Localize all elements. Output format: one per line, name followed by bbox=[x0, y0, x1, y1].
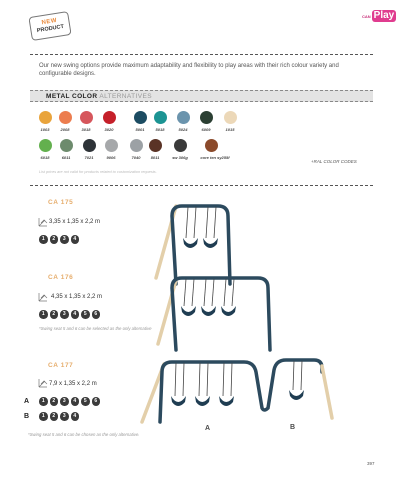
seat-number: 4 bbox=[71, 412, 80, 421]
color-swatch bbox=[154, 111, 167, 124]
color-swatch bbox=[224, 111, 237, 124]
seat-number: 2 bbox=[50, 412, 59, 421]
color-swatch-code: 6018 bbox=[40, 155, 50, 160]
seat-options-ca177-b bbox=[39, 412, 79, 421]
color-swatch-code: 5018 bbox=[155, 127, 165, 132]
seat-number: 4 bbox=[71, 397, 80, 406]
stamp-new-label: NEW bbox=[41, 17, 58, 27]
row-letter-b: B bbox=[24, 413, 30, 420]
color-swatch bbox=[39, 139, 52, 152]
color-swatch-code: 5001 bbox=[135, 127, 145, 132]
page-number: 397 bbox=[367, 461, 375, 466]
seat-number: 3 bbox=[60, 235, 69, 244]
intro-text: Our new swing options provide maximum adaptability and flexibility to play areas with their rich colour variety and configurable designs. bbox=[39, 63, 339, 77]
product-code-ca176: CA 176 bbox=[48, 274, 74, 281]
seat-number: 1 bbox=[39, 397, 48, 406]
seat-number: 6 bbox=[92, 397, 101, 406]
seat-options-ca177-a bbox=[39, 397, 100, 406]
seat-options-ca176 bbox=[39, 310, 100, 319]
color-swatch bbox=[205, 139, 218, 152]
seat-number: 4 bbox=[71, 235, 80, 244]
top-divider bbox=[30, 54, 373, 55]
color-swatch-code: core ten sy255f bbox=[200, 155, 230, 160]
color-swatch-code: 1003 bbox=[40, 127, 50, 132]
metal-color-title bbox=[46, 93, 152, 100]
color-swatch-code: 2008 bbox=[60, 127, 70, 132]
product-dimensions-ca177: 7,9 x 1,35 x 2,2 m bbox=[49, 381, 97, 387]
swing-illustration-ca177 bbox=[138, 352, 338, 427]
color-swatch bbox=[149, 139, 162, 152]
color-swatch-code: 9006 bbox=[106, 155, 116, 160]
seat-number: 2 bbox=[50, 235, 59, 244]
color-swatch bbox=[134, 111, 147, 124]
color-swatch-code: sw 306g bbox=[172, 155, 188, 160]
product-dimensions-ca175: 3,35 x 1,35 x 2,2 m bbox=[49, 219, 101, 225]
color-swatch bbox=[103, 111, 116, 124]
color-swatch-code: 5024 bbox=[178, 127, 188, 132]
seat-number: 5 bbox=[81, 310, 90, 319]
color-swatch bbox=[59, 111, 72, 124]
seat-number: 2 bbox=[50, 310, 59, 319]
brand-logo bbox=[362, 10, 396, 22]
price-disclaimer: List prices are not valid for products related to customization requests. bbox=[39, 170, 157, 174]
brand-play-text: Play bbox=[373, 10, 395, 21]
seat-options-ca175 bbox=[39, 235, 79, 244]
metal-color-title-light: ALTERNATIVES bbox=[99, 93, 152, 100]
row-letter-a: A bbox=[24, 398, 30, 405]
color-swatch-code: 7021 bbox=[84, 155, 94, 160]
product-code-ca175: CA 175 bbox=[48, 199, 74, 206]
dimensions-icon bbox=[38, 217, 48, 227]
illustration-label-a: A bbox=[205, 425, 211, 432]
new-product-stamp bbox=[28, 11, 71, 41]
seat-number: 4 bbox=[71, 310, 80, 319]
seat-number: 1 bbox=[39, 412, 48, 421]
color-swatch-code: 1015 bbox=[225, 127, 235, 132]
seat-number: 1 bbox=[39, 235, 48, 244]
ral-color-note: +RAL COLOR CODES bbox=[311, 159, 357, 164]
color-swatch bbox=[83, 139, 96, 152]
seat-note-ca177: *Swing seat 5 and 6 can be chosen as the only alternative. bbox=[28, 432, 140, 437]
color-swatch-code: 3018 bbox=[81, 127, 91, 132]
dimensions-icon bbox=[38, 292, 48, 302]
color-swatch bbox=[105, 139, 118, 152]
product-dimensions-ca176: 4,35 x 1,35 x 2,2 m bbox=[51, 294, 103, 300]
color-swatch-code: 6011 bbox=[61, 155, 71, 160]
color-swatch-code: 7040 bbox=[131, 155, 141, 160]
seat-number: 3 bbox=[60, 397, 69, 406]
color-swatch-code: 3020 bbox=[104, 127, 114, 132]
color-swatch bbox=[80, 111, 93, 124]
color-swatch-code: 8011 bbox=[150, 155, 160, 160]
metal-color-title-bold: METAL COLOR bbox=[46, 93, 98, 100]
product-code-ca177: CA 177 bbox=[48, 362, 74, 369]
color-swatch bbox=[39, 111, 52, 124]
seat-number: 1 bbox=[39, 310, 48, 319]
color-swatch bbox=[200, 111, 213, 124]
color-swatch bbox=[174, 139, 187, 152]
seat-number: 3 bbox=[60, 310, 69, 319]
bottom-divider bbox=[30, 185, 373, 186]
seat-number: 6 bbox=[92, 310, 101, 319]
color-swatch-code: 6009 bbox=[201, 127, 211, 132]
seat-number: 5 bbox=[81, 397, 90, 406]
brand-small-text: CAN bbox=[362, 13, 371, 19]
color-swatch bbox=[177, 111, 190, 124]
seat-number: 2 bbox=[50, 397, 59, 406]
stamp-product-label: PRODUCT bbox=[36, 23, 65, 35]
swing-illustration-ca176 bbox=[150, 272, 280, 352]
illustration-label-b: B bbox=[290, 424, 296, 431]
seat-number: 3 bbox=[60, 412, 69, 421]
seat-note-ca176: *Swing seat 5 and 6 can be selected as the only alternative bbox=[39, 326, 152, 331]
color-swatch bbox=[60, 139, 73, 152]
dimensions-icon bbox=[38, 378, 48, 388]
color-swatch bbox=[130, 139, 143, 152]
